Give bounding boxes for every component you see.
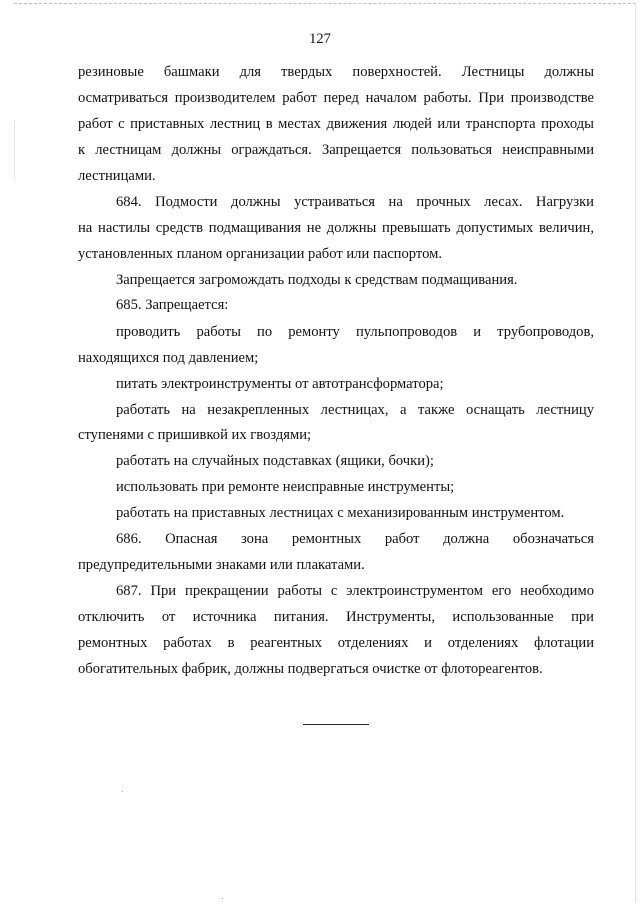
text-line: отключить от источника питания. Инструменты, использованные при	[78, 609, 594, 625]
end-rule	[303, 724, 369, 725]
list-item-line: работать на случайных подставках (ящики, бочки);	[116, 453, 434, 469]
scan-edge-top	[14, 3, 636, 4]
scan-edge-right	[635, 3, 636, 901]
text-line: на настилы средств подмащивания не должны превышать допустимых величин,	[78, 220, 594, 236]
list-item-line: использовать при ремонте неисправные инструменты;	[116, 479, 455, 495]
text-line: обогатительных фабрик, должны подвергаться очистке от флотореагентов.	[78, 661, 543, 677]
paragraph-686-line: 686. Опасная зона ремонтных работ должна обозначаться	[116, 531, 594, 547]
paragraph-685-line: 685. Запрещается:	[116, 297, 229, 313]
text-line: осматриваться производителем работ перед началом работы. При производстве	[78, 90, 594, 106]
text-line: к лестницам должны ограждаться. Запрещается пользоваться неисправными	[78, 142, 594, 158]
scan-speck	[122, 791, 123, 792]
list-item-line: питать электроинструменты от автотрансформатора;	[116, 376, 444, 392]
list-item-line: проводить работы по ремонту пульпопроводов и трубопроводов,	[116, 324, 594, 340]
text-line: резиновые башмаки для твердых поверхностей. Лестницы должны	[78, 64, 594, 80]
text-line: предупредительными знаками или плакатами.	[78, 557, 365, 573]
text-line: установленных планом организации работ или паспортом.	[78, 246, 442, 262]
list-item-line: ступенями с пришивкой их гвоздями;	[78, 427, 312, 443]
paragraph-684-line: 684. Подмости должны устраиваться на прочных лесах. Нагрузки	[116, 194, 594, 210]
text-line: работ с приставных лестниц в местах движения людей или транспорта проходы	[78, 116, 594, 132]
text-line: лестницами.	[78, 168, 156, 184]
scan-edge-left	[14, 120, 15, 180]
text-line: Запрещается загромождать подходы к средствам подмащивания.	[116, 272, 518, 288]
text-line: ремонтных работах в реагентных отделениях и отделениях флотации	[78, 635, 594, 651]
scan-speck	[222, 898, 223, 899]
list-item-line: работать на незакрепленных лестницах, а также оснащать лестницу	[116, 402, 594, 418]
paragraph-687-line: 687. При прекращении работы с электроинструментом его необходимо	[116, 583, 594, 599]
page-number: 127	[309, 31, 331, 47]
list-item-line: находящихся под давлением;	[78, 350, 259, 366]
list-item-line: работать на приставных лестницах с механизированным инструментом.	[116, 505, 565, 521]
